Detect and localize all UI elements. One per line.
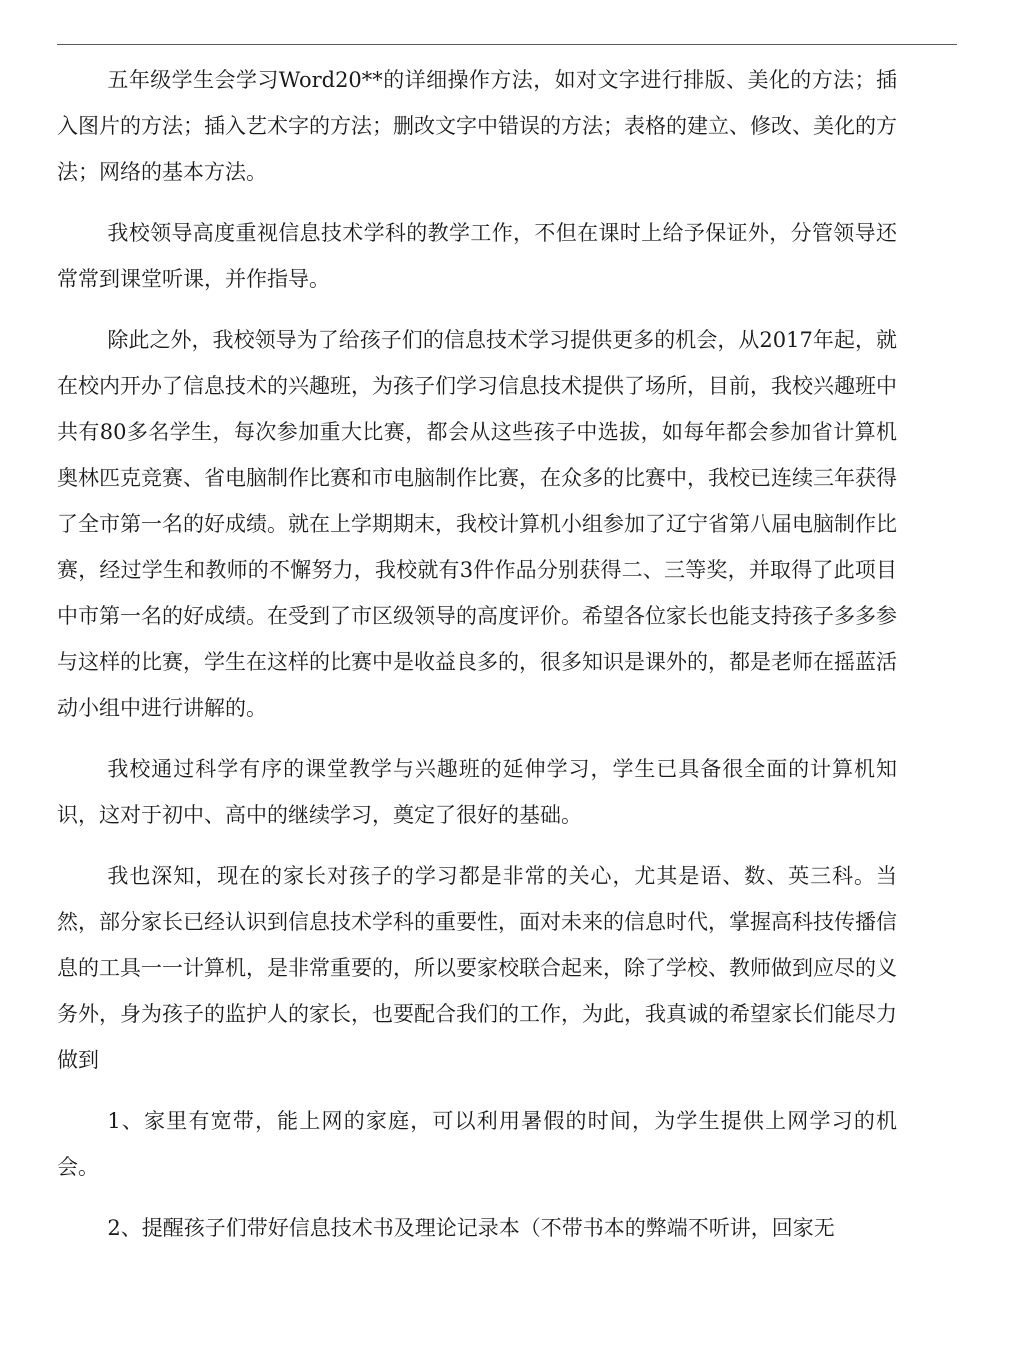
paragraph-interest-class: 除此之外，我校领导为了给孩子们的信息技术学习提供更多的机会，从2017年起，就在校内开办了信息技术的兴趣班，为孩子们学习信息技术提供了场所，目前，我校兴趣班中共有80多名学生，每次参加重大比赛，都会从这些孩子中选拔，如每年都会参加省计算机奥林匹克竞赛、省电脑制作比赛和市电脑制作比赛，在众多的比赛中，我校已连续三年获得了全市第一名的好成绩。就在上学期期末，我校计算机小组参加了辽宁省第八届电脑制作比赛，经过学生和教师的不懈努力，我校就有3件作品分别获得二、三等奖，并取得了此项目中市第一名的好成绩。在受到了市区级领导的高度评价。希望各位家长也能支持孩子多多参与这样的比赛，学生在这样的比赛中是收益良多的，很多知识是课外的，都是老师在摇蓝活动小组中进行讲解的。 — [57, 328, 897, 720]
document-body — [57, 57, 897, 1266]
paragraph-foundation: 我校通过科学有序的课堂教学与兴趣班的延伸学习，学生已具备很全面的计算机知识，这对于初中、高中的继续学习，奠定了很好的基础。 — [57, 757, 897, 827]
paragraph-parents: 我也深知，现在的家长对孩子的学习都是非常的关心，尤其是语、数、英三科。当然，部分家长已经认识到信息技术学科的重要性，面对未来的信息时代，掌握高科技传播信息的工具一一计算机，是非常重要的，所以要家校联合起来，除了学校、教师做到应尽的义务外，身为孩子的监护人的家长，也要配合我们的工作，为此，我真诚的希望家长们能尽力做到 — [57, 864, 897, 1072]
list-item-2: 2、提醒孩子们带好信息技术书及理论记录本（不带书本的弊端不听讲，回家无 — [107, 1216, 835, 1240]
list-item-1: 1、家里有宽带，能上网的家庭，可以利用暑假的时间，为学生提供上网学习的机会。 — [57, 1109, 897, 1179]
paragraph-leadership: 我校领导高度重视信息技术学科的教学工作，不但在课时上给予保证外，分管领导还常常到课堂听课，并作指导。 — [57, 221, 897, 291]
paragraph-word-skills: 五年级学生会学习Word20**的详细操作方法，如对文字进行排版、美化的方法；插入图片的方法；插入艺术字的方法；删改文字中错误的方法；表格的建立、修改、美化的方法；网络的基本方法。 — [57, 68, 897, 184]
header-rule — [57, 44, 957, 45]
